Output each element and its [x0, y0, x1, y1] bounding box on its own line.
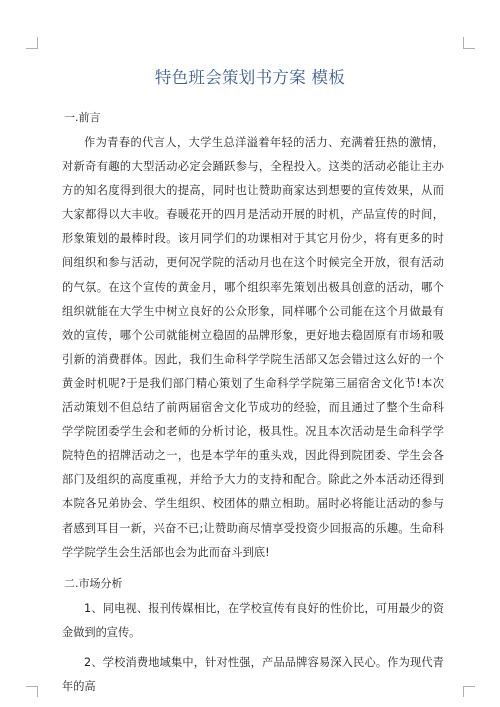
document-body [62, 105, 444, 705]
preface-paragraph: 作为青春的代言人，大学生总洋溢着年轻的活力、充满着狂热的激情，对新奇有趣的大型活动必定会踊跃参与，全程投入。这类的活动必能让主办方的知名度得到很大的提高，同时也让赞助商家达到想要的宣传效果，从而大家都得以大丰收。春暖花开的四月是活动开展的时机，产品宣传的时间，形象策划的最棒时段。该月同学们的功课相对于其它月份少，将有更多的时间组织和参与活动，更何况学院的活动月也在这个时候完全开放，很有活动的气氛。在这个宣传的黄金月，哪个组织率先策划出极具创意的活动，哪个组织就能在大学生中树立良好的公众形象，同样哪个公司能在这个月做最有效的宣传，哪个公司就能树立稳固的品牌形象，更好地去稳固原有市场和吸引新的消费群体。因此，我们生命科学学院生活部又怎会错过这么好的一个黄金时机呢?于是我们部门精心策划了生命科学学院第三届宿舍文化节!本次活动策划不但总结了前两届宿舍文化节成功的经验，而且通过了整个生命科学学院团委学生会和老师的分析讨论，极具性。况且本次活动是生命科学学院特色的招牌活动之一，也是本学年的重头戏，因此得到院团委、学生会各部门及组织的高度重视，并给予大力的支持和配合。除此之外本活动还得到本院各兄弟协会、学生组织、校团体的鼎立相助。届时必将能让活动的参与者感到耳目一新，兴奋不已;让赞助商尽情享受投资少回报高的乐趣。生命科学学院学生会生活部也会为此而奋斗到底! [62, 136, 444, 559]
crop-mark-top-right [463, 37, 475, 49]
section-heading-preface: 一.前言 [64, 111, 101, 124]
crop-mark-top-left [26, 37, 38, 49]
market-analysis-item-1: 1、同电视、报刊传媒相比，在学校宣传有良好的性价比，可用最少的资金做到的宣传。 [62, 601, 444, 639]
market-analysis-item-2: 2、学校消费地域集中，针对性强，产品品牌容易深入民心。作为现代青年的高 [62, 655, 444, 693]
document-title: 特色班会策划书方案 模板 [154, 68, 346, 87]
crop-mark-bottom-left [26, 686, 38, 697]
section-heading-market-analysis: 二.市场分析 [64, 576, 123, 590]
crop-mark-bottom-right [463, 686, 475, 697]
